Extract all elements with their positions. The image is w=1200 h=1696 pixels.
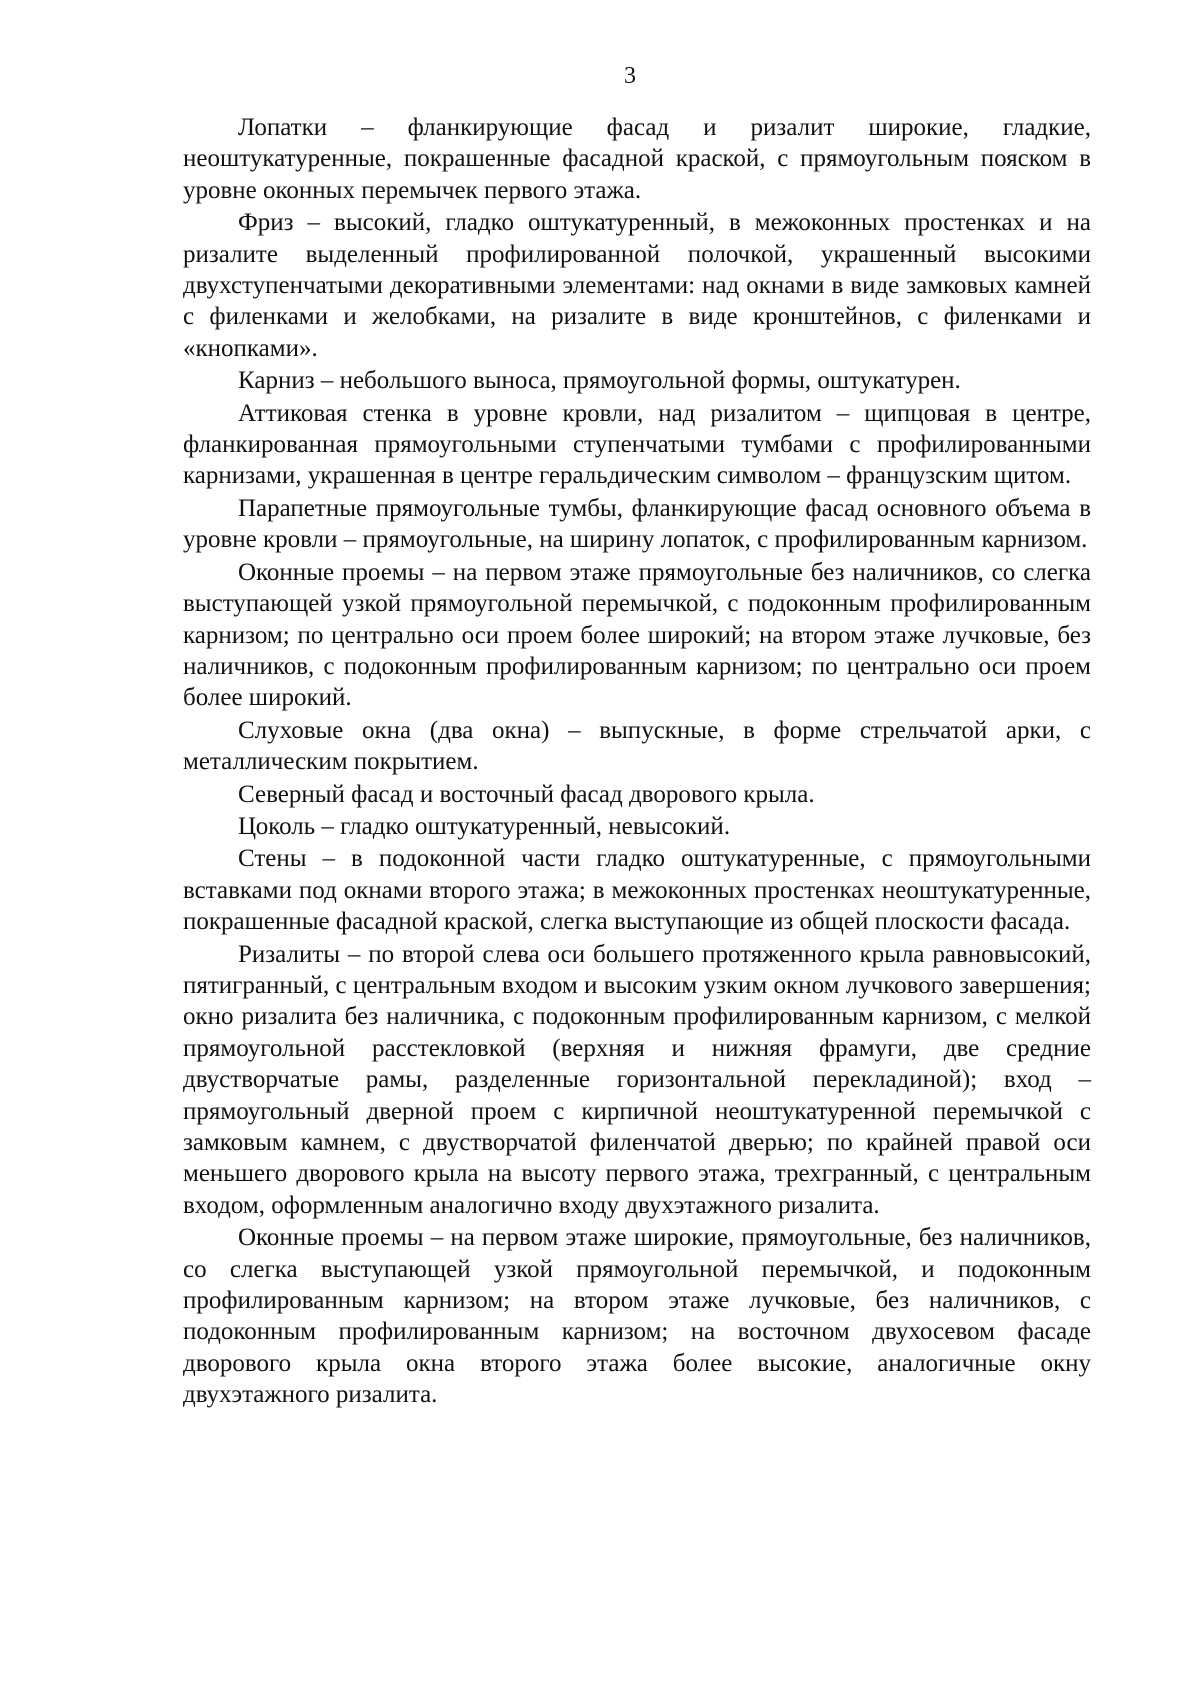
document-body [183, 112, 1091, 1412]
paragraph-parapet-pedestals: Парапетные прямоугольные тумбы, фланкирующие фасад основного объема в уровне кровли – прямоугольные, на ширину лопаток, с профилированным карнизом. [183, 494, 1091, 554]
paragraph-window-openings: Оконные проемы – на первом этаже прямоугольные без наличников, со слегка выступающей узкой прямоугольной перемычкой, с подоконным профилированным карнизом; по центрально оси проем более широкий; на втором этаже лучковые, без наличников, с подоконным профилированным карнизом; по центрально оси проем более широкий. [183, 558, 1091, 712]
paragraph-attic-wall: Аттиковая стенка в уровне кровли, над ризалитом – щипцовая в центре, фланкированная прямоугольными ступенчатыми тумбами с профилированными карнизами, украшенная в центре геральдическим символом – французским щитом. [183, 399, 1091, 490]
paragraph-dormer-windows: Слуховые окна (два окна) – выпускные, в форме стрельчатой арки, с металлическим покрытием. [183, 716, 1091, 776]
paragraph-window-openings-courtyard: Оконные проемы – на первом этаже широкие, прямоугольные, без наличников, со слегка выступающей узкой прямоугольной перемычкой, и подоконным профилированным карнизом; на втором этаже лучковые, без наличников, с подоконным профилированным карнизом; на восточном двухосевом фасаде дворового крыла окна второго этажа более высокие, аналогичные окну двухэтажного ризалита. [183, 1224, 1091, 1409]
paragraph-frieze: Фриз – высокий, гладко оштукатуренный, в межоконных простенках и на ризалите выделенный профилированной полочкой, украшенный высокими двухступенчатыми декоративными элементами: над окнами в виде замковых камней с филенками и желобками, на ризалите в виде кронштейнов, с филенками и «кнопками». [183, 209, 1091, 362]
page-number: 3 [624, 63, 636, 89]
paragraph-pilasters: Лопатки – фланкирующие фасад и ризалит широкие, гладкие, неоштукатуренные, покрашенные фасадной краской, с прямоугольным пояском в уровне оконных перемычек первого этажа. [183, 114, 1091, 204]
paragraph-cornice: Карниз – небольшого выноса, прямоугольной формы, оштукатурен. [238, 367, 961, 395]
paragraph-plinth: Цоколь – гладко оштукатуренный, невысокий. [238, 812, 731, 840]
paragraph-walls: Стены – в подоконной части гладко оштукатуренные, с прямоугольными вставками под окнами второго этажа; в межоконных простенках неоштукатуренные, покрашенные фасадной краской, слегка выступающие из общей плоскости фасада. [183, 845, 1091, 936]
paragraph-risalits: Ризалиты – по второй слева оси большего протяженного крыла равновысокий, пятигранный, с центральным входом и высоким узким окном лучкового завершения; окно ризалита без наличника, с подоконным профилированным карнизом, с мелкой прямоугольной расстекловкой (верхняя и нижняя фрамуги, две средние двустворчатые рамы, разделенные горизонтальной перекладиной); вход – прямоугольный дверной проем с кирпичной неоштукатуренной перемычкой с замковым камнем, с двустворчатой филенчатой дверью; по крайней правой оси меньшего дворового крыла на высоту первого этажа, трехгранный, с центральным входом, оформленным аналогично входу двухэтажного ризалита. [183, 940, 1091, 1219]
paragraph-north-facade-heading: Северный фасад и восточный фасад дворового крыла. [238, 780, 815, 808]
